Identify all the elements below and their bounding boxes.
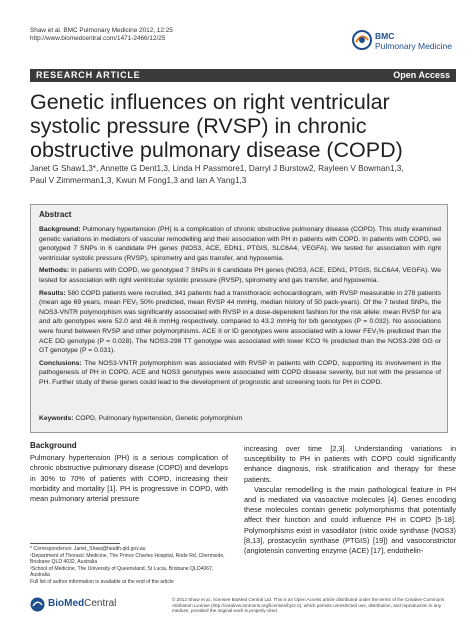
abstract-conclusions (39, 359, 441, 388)
open-access-label: Open Access (393, 70, 450, 80)
keywords-label: Keywords: (39, 415, 74, 422)
footnote-rule (30, 543, 120, 544)
section-text: Pulmonary hypertension (PH) is a complication of chronic obstructive pulmonary disease (COPD). This study examined genetic variations in mediators of vascular remodelling and their association with PH in patients with COPD. In patients with COPD, we genotyped 7 SNPs in 6 candidate PH genes (NOS3, ACE, EDN1, PTGIS, SLC6A4, VEGFA). We tested for association with right ventricular systolic pressure (RVSP), spirometry and gas transfer, and hypoxemia. (39, 226, 441, 262)
section-text: The NOS3-VNTR polymorphism was associated with RVSP in patients with COPD, supporting its involvement in the pathogenesis of PH in COPD. ACE and NOS3 genotypes were associated with COPD disease severity, but not with the presence of PH. Further study of these genes could lead to the development of prognostic and screening tools for PH in COPD. (39, 359, 441, 386)
abstract-background (39, 225, 441, 263)
background-heading: Background (30, 441, 77, 450)
citation-line: Shaw et al. BMC Pulmonary Medicine 2012, 12:25 (30, 27, 173, 34)
section-label: Methods: (39, 267, 69, 275)
section-label: Conclusions: (39, 359, 82, 367)
logo-line-1: BMC (375, 31, 395, 41)
logo-main: BioMed (48, 598, 85, 609)
affiliation: ¹Department of Thoracic Medicine, The Prince Charles Hospital, Rode Rd, Chermside, Brisbane QLD 4032, Australia (30, 552, 225, 566)
section-label: Background: (39, 226, 81, 233)
bmc-swirl-icon (352, 30, 372, 50)
biomed-central-logo (30, 596, 140, 614)
section-text: In patients with COPD, we genotyped 7 SNPs in 6 candidate PH genes (NOS3, ACE, EDN1, PTGIS, SLC6A4, VEGFA). We tested for association with right ventricular systolic pressure (RVSP), spirometry and gas transfer, and hypoxemia. (39, 267, 441, 284)
right-column (244, 444, 456, 556)
logo-line-2: Pulmonary Medicine (375, 41, 453, 51)
author-line: Paul V Zimmerman1,3, Kwun M Fong1,3 and Ian A Yang1,3 (30, 176, 247, 185)
journal-logo (352, 29, 452, 55)
section-label: Results: (39, 289, 66, 297)
keywords-text: COPD, Pulmonary hypertension, Genetic polymorphism (75, 415, 243, 422)
keywords (39, 414, 242, 423)
biomed-central-icon (30, 597, 45, 612)
abstract-heading: Abstract (39, 210, 72, 219)
author-list (30, 163, 450, 187)
article-type-bar (30, 69, 456, 82)
abstract-results (39, 289, 441, 356)
article-url[interactable]: http://www.biomedcentral.com/1471-2466/12/25 (30, 35, 166, 42)
body-paragraph: Vascular remodelling is the main pathological feature in PH and is mediated via vasoactive molecules [4]. Genes encoding these molecules contain genetic polymorphisms that potentially affect their function and could influence PH in COPD [5-18]. Polymorphisms exist in vasodilator (nitric oxide synthase (NOS3) [8,13], prostacyclin synthase (PTGIS) [19]) and vasoconstrictor (angiotensin converting enzyme (ACE) [17], endothelin- (244, 484, 456, 556)
abstract-box (30, 204, 448, 433)
section-text: 580 COPD patients were recruited, 341 patients had a transthoracic echocardiogram, with RVSP measurable in 278 patients (mean age 69 years, mean FEV₁ 50% predicted, mean RVSP 44 mmHg, median history of 50 pack-years). Of the 7 tested SNPs, the NOS3-VNTR polymorphism was significantly associated with RVSP in a dose-dependent fashion for the risk allele: mean RVSP for a/a and a/b genotypes were 52.0 and 46.6 mmHg respectively, compared to 43.2 mmHg for b/b genotypes (P = 0.032). No associations were found between RVSP and other polymorphisms. ACE II or ID genotypes were associated with a lower FEV₁% predicted than the ACE DD genotype (P = 0.028). The NOS3-298 TT genotype was associated with lower KCO % predicted than the NOS3-298 GG or GT genotype (P = 0.031). (39, 289, 441, 355)
correspondence: * Correspondence: Janet_Shaw@health.qld.gov.au (30, 546, 146, 552)
license-text: © 2012 Shaw et al.; licensee BioMed Central Ltd. This is an Open Access article distributed under the terms of the Creative Commons Attribution License (http://creativecommons.org/licenses/by/2.0), which permits unrestricted use, distribution, and reproduction in any medium, provided the original work is properly cited. (172, 597, 445, 614)
abstract-body (39, 225, 441, 391)
body-paragraph: Pulmonary hypertension (PH) is a serious complication of chronic obstructive pulmonary disease (COPD) and develops in 30% to 70% of patients with COPD, increasing their morbidity and mortality [1]. PH is progressive in COPD, with mean pulmonary arterial pressure (30, 453, 228, 504)
body-paragraph: increasing over time [2,3]. Understanding variations in susceptibility to PH in patients with COPD could significantly enhance diagnosis, risk stratification and therapy for these patients. (244, 444, 456, 484)
author-info-note: Full list of author information is available at the end of the article (30, 578, 174, 585)
header-citation (30, 27, 173, 43)
left-column (30, 441, 228, 504)
footnotes (30, 546, 228, 586)
logo-sub: Central (84, 598, 117, 609)
article-type-label: RESEARCH ARTICLE (36, 70, 141, 80)
abstract-methods (39, 266, 441, 285)
article-title: Genetic influences on right ventricular systolic pressure (RVSP) in chronic obstructive pulmonary disease (COPD) (30, 90, 403, 162)
affiliation: ³School of Medicine, The University of Queensland, St Lucia, Brisbane QLD4067, Australia (30, 565, 214, 579)
author-line: Janet G Shaw1,3*, Annette G Dent1,3, Linda H Passmore1, Darryl J Burstow2, Rayleen V Bowman1,3, (30, 164, 404, 173)
